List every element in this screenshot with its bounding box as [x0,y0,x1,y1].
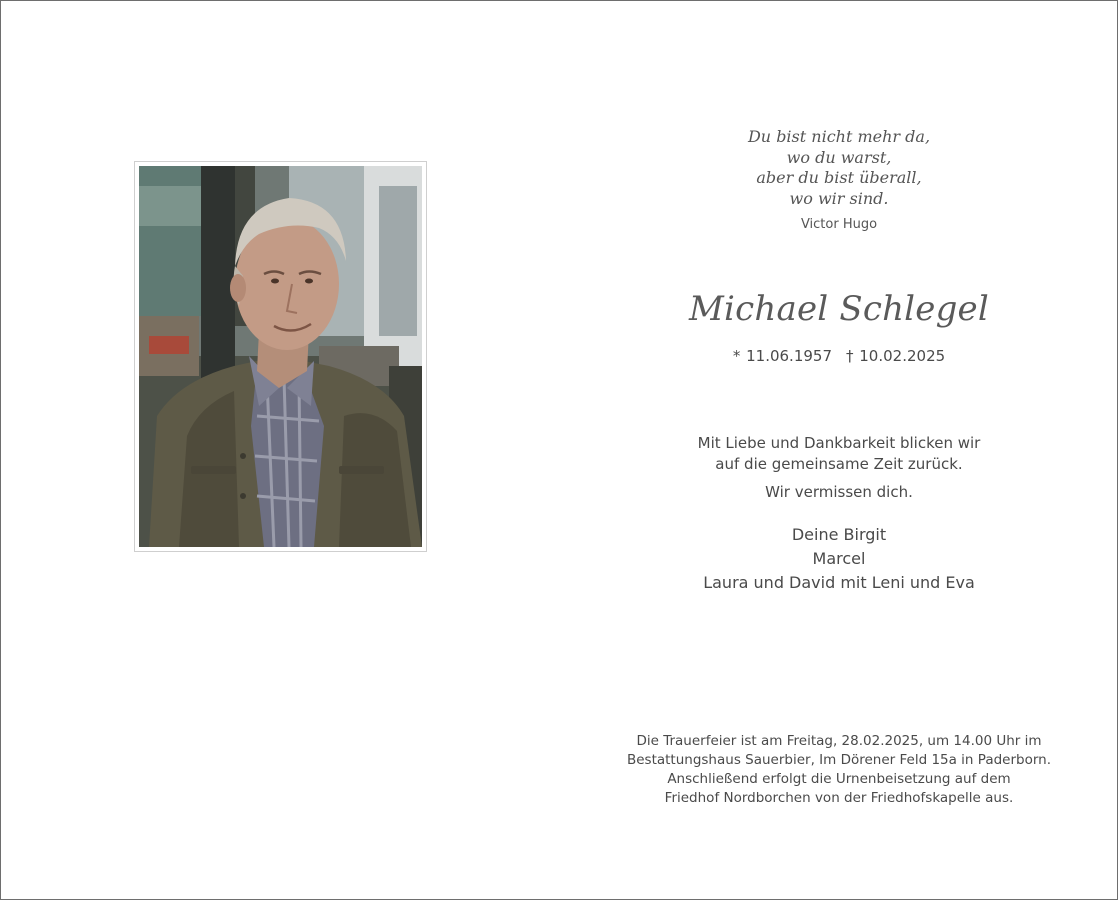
deceased-name: Michael Schlegel [689,289,989,329]
portrait-photo [139,166,422,547]
portrait-frame [134,161,427,552]
family-signature [561,523,1117,595]
service-line: Die Trauerfeier ist am Freitag, 28.02.2025, um 14.00 Uhr im [636,733,1042,749]
quote-line: Du bist nicht mehr da, [747,127,931,146]
family-line: Deine Birgit [791,525,887,544]
quote-author: Victor Hugo [800,217,878,232]
quote-line: wo du warst, [786,147,892,167]
birth-date: * 11.06.1957 [732,347,832,365]
condolence-message [561,433,1117,503]
service-line: Bestattungshaus Sauerbier, Im Dörener Feld 15a in Paderborn. [626,752,1052,768]
quote-line: wo wir sind. [789,188,889,208]
service-line: Anschließend erfolgt die Urnenbeisetzung auf dem [667,771,1011,787]
service-line: Friedhof Nordborchen von der Friedhofskapelle aus. [664,790,1014,806]
quote-line: aber du bist überall, [756,168,922,187]
death-date: † 10.02.2025 [846,347,946,365]
life-dates [561,347,1117,365]
family-line: Laura und David mit Leni und Eva [703,573,975,592]
portrait-illustration [139,166,422,547]
message-line: auf die gemeinsame Zeit zurück. [715,455,963,473]
funeral-service-info [561,732,1117,808]
family-line: Marcel [812,549,866,568]
message-line: Mit Liebe und Dankbarkeit blicken wir [697,434,981,452]
message-closing: Wir vermissen dich. [765,483,913,501]
memorial-quote [561,127,1117,209]
